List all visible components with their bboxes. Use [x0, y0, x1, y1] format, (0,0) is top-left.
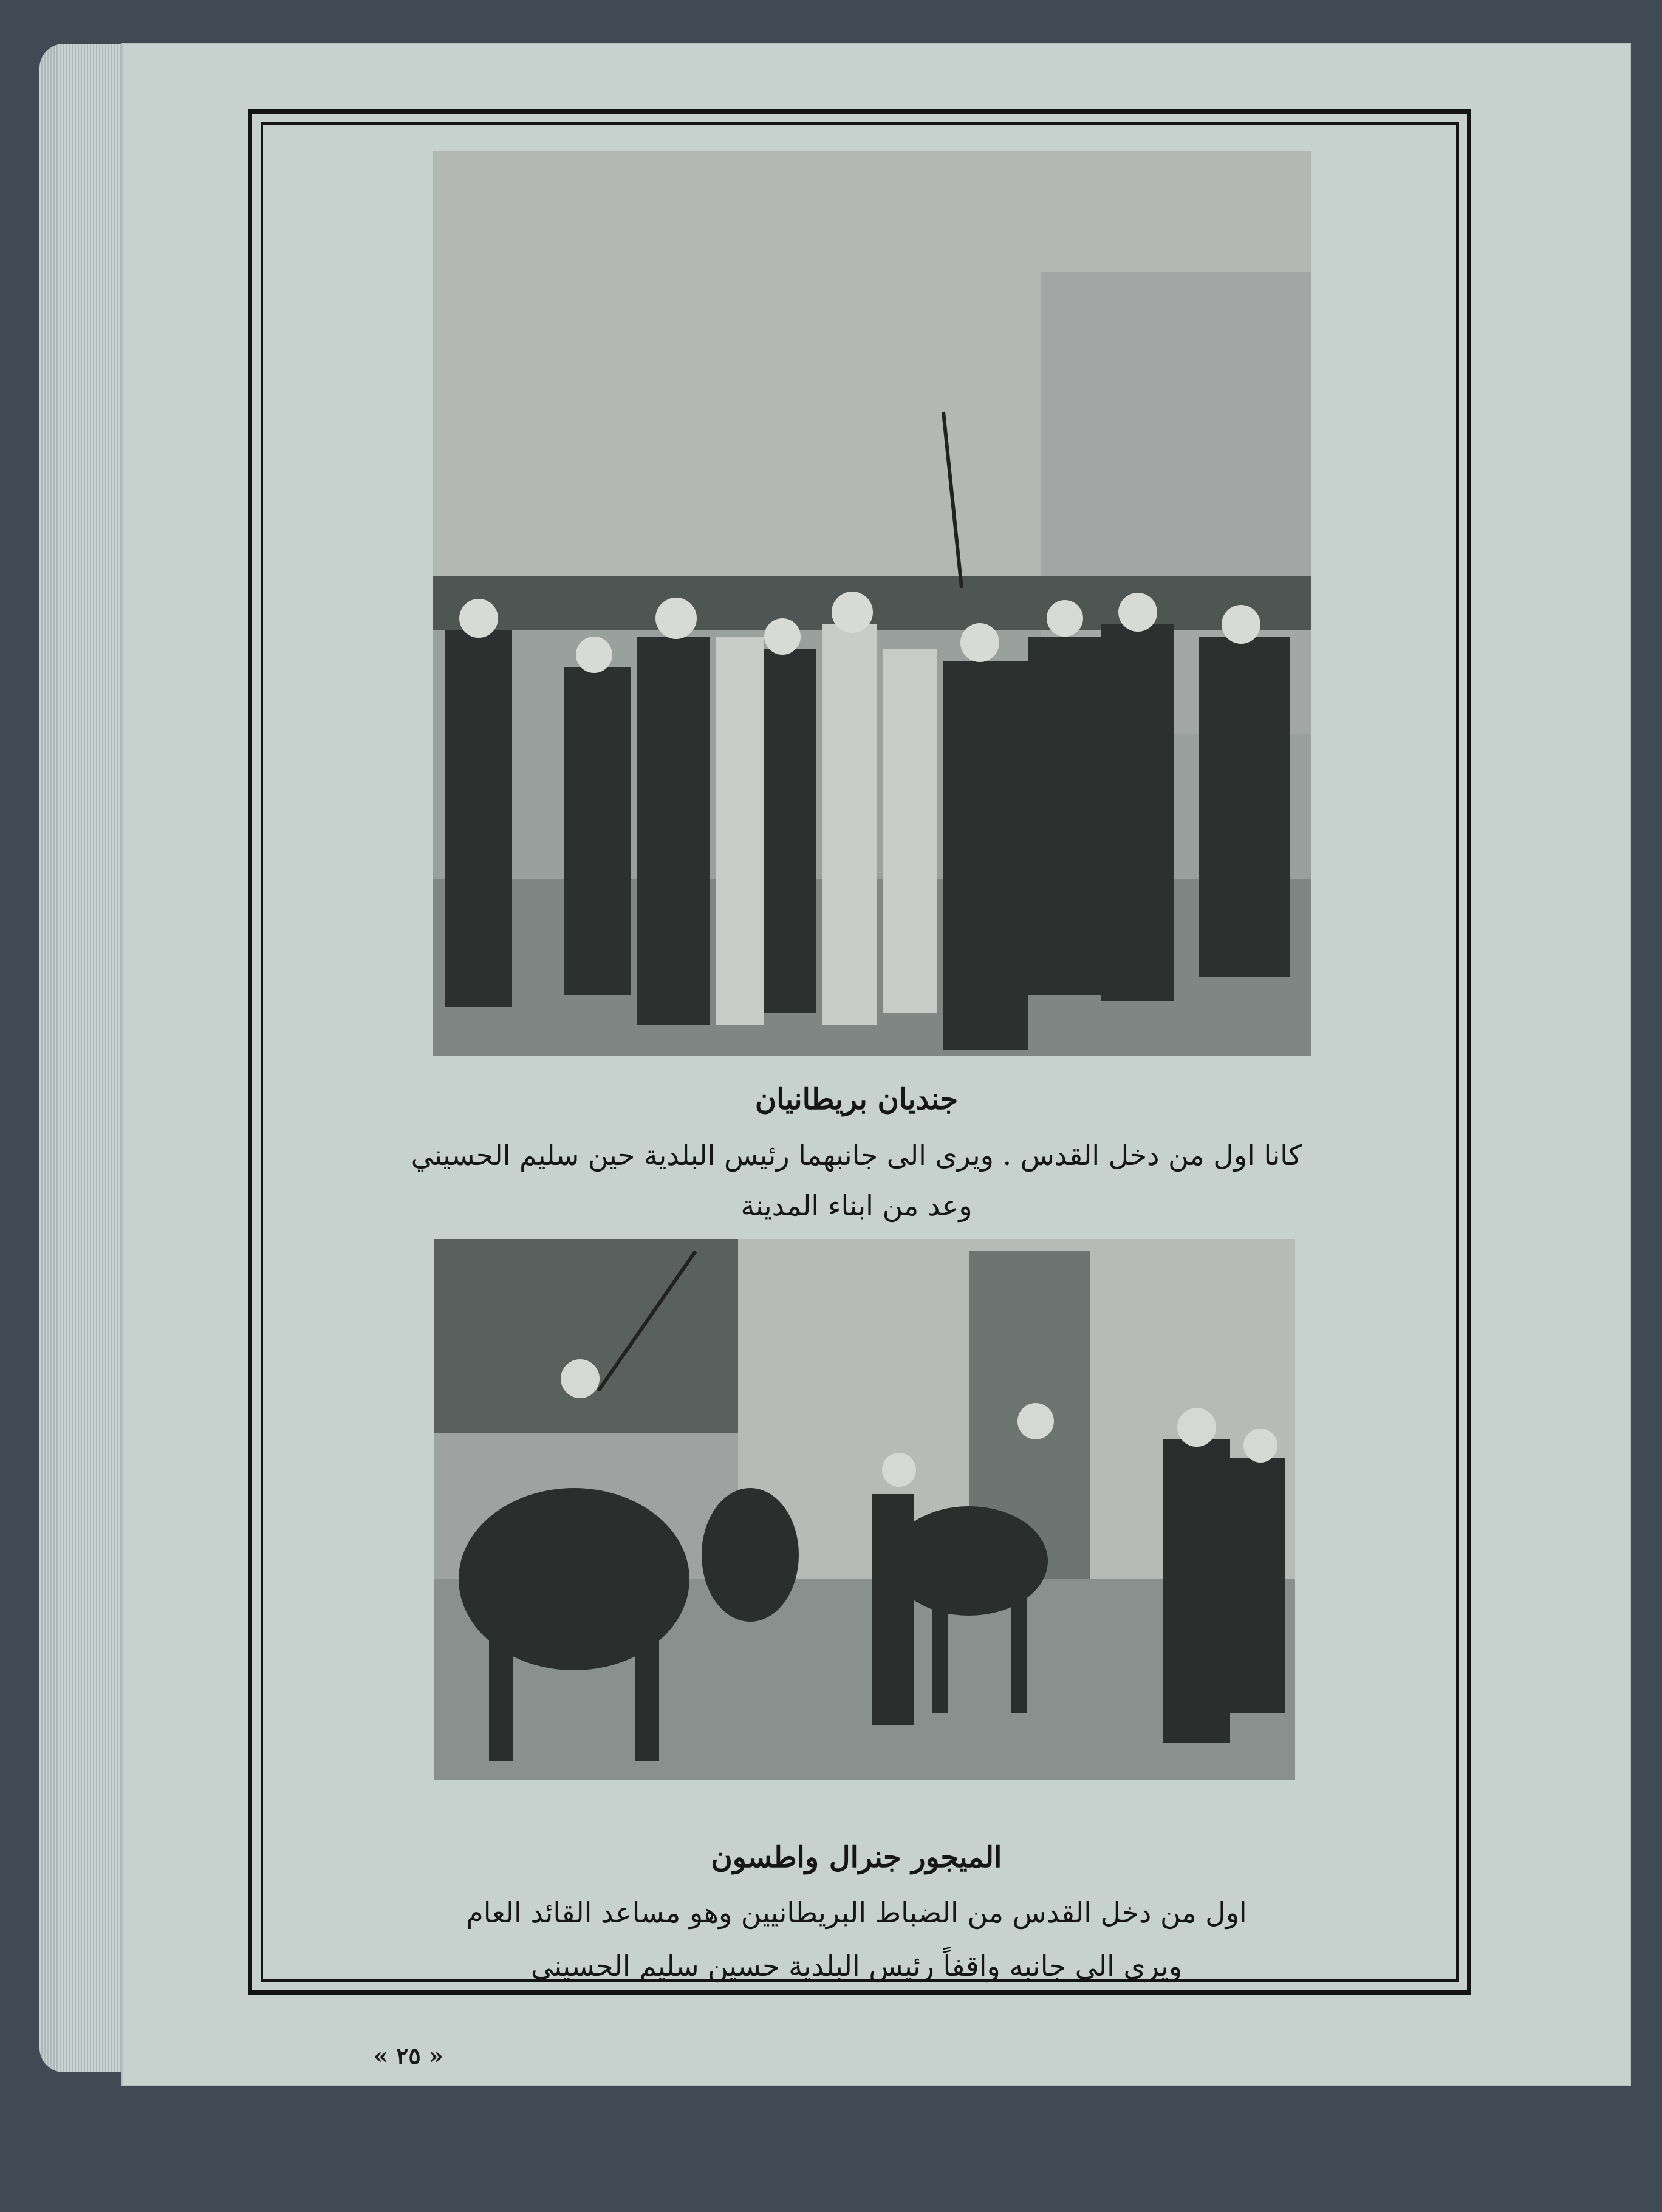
photo2-caption-line-2: ويرى الى جانبه واقفاً رئيس البلدية حسين سليم الحسيني: [531, 1950, 1182, 1982]
photo2-caption-line-1: اول من دخل القدس من الضباط البريطانيين وهو مساعد القائد العام: [466, 1896, 1247, 1929]
photograph-major-general-watson: [434, 1239, 1295, 1780]
photo1-caption-line-2: وعد من ابناء المدينة: [740, 1189, 973, 1222]
photo1-caption-line-1: كانا اول من دخل القدس . ويرى الى جانبهما رئيس البلدية حين سليم الحسيني: [411, 1139, 1302, 1172]
photograph-two-british-soldiers: [433, 151, 1311, 1056]
photo2-caption-title: الميجور جنرال واطسون: [711, 1840, 1002, 1874]
photo1-caption-title: جنديان بريطانيان: [754, 1082, 959, 1116]
page-number: « ٢٥ »: [374, 2042, 443, 2069]
